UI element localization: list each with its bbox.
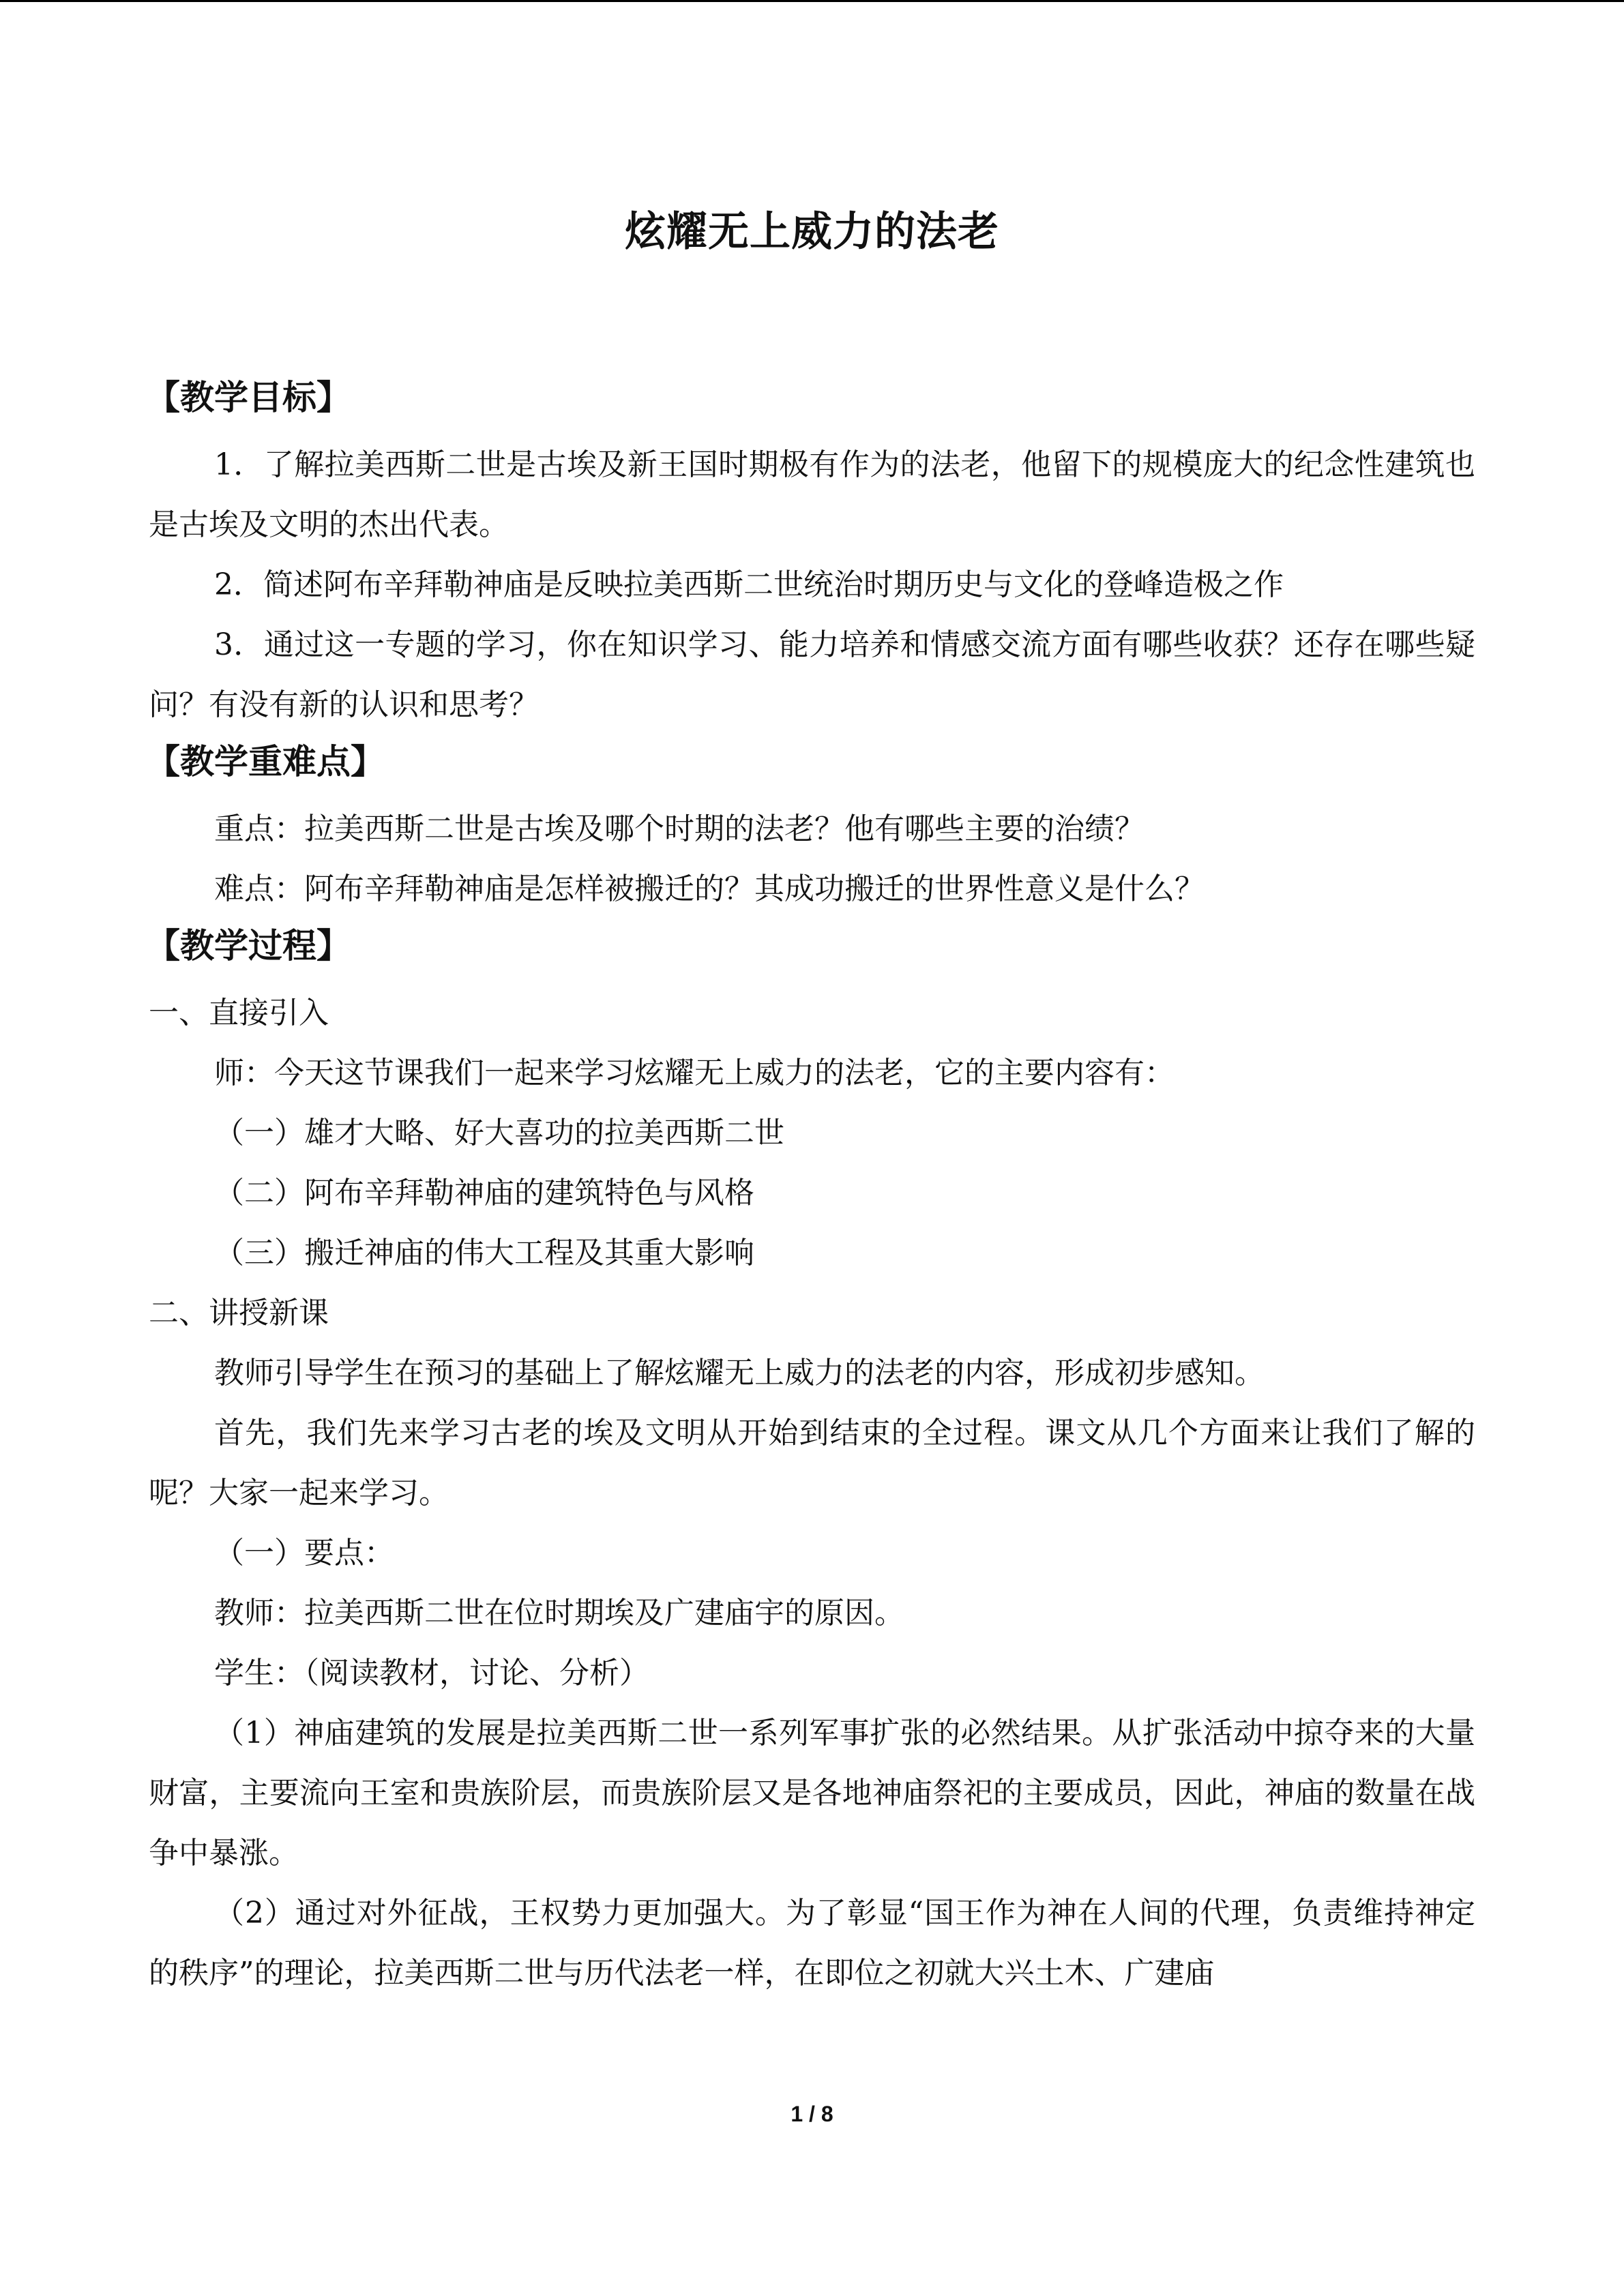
teacher-line: 教师：拉美西斯二世在位时期埃及广建庙宇的原因。: [214, 1596, 904, 1630]
reason-1: （1）神庙建筑的发展是拉美西斯二世一系列军事扩张的必然结果。从扩张活动中掠夺来的大量财富，主要流向王室和贵族阶层，而贵族阶层又是各地神庙祭祀的主要成员，因此，神庙的数量在战争中暴涨。: [149, 1716, 1475, 1870]
student-line: 学生：（阅读教材，讨论、分析）: [214, 1656, 649, 1690]
part-2-paragraph-1: 教师引导学生在预习的基础上了解炫耀无上威力的法老的内容，形成初步感知。: [214, 1356, 1265, 1390]
part-2-label: 二、讲授新课: [149, 1296, 329, 1330]
topic-item-1: （一）雄才大略、好大喜功的拉美西斯二世: [214, 1116, 784, 1150]
objective-1: 1．了解拉美西斯二世是古埃及新王国时期极有作为的法老，他留下的规模庞大的纪念性建筑也是古埃及文明的杰出代表。: [149, 447, 1475, 542]
part-2-paragraph-2: 首先，我们先来学习古老的埃及文明从开始到结束的全过程。课文从几个方面来让我们了解的呢？大家一起来学习。: [149, 1416, 1475, 1510]
page-number: 1 / 8: [791, 2102, 833, 2126]
title-spacer: [149, 259, 1475, 374]
topic-item-2: （二）阿布辛拜勒神庙的建筑特色与风格: [214, 1176, 754, 1210]
document-title: 炫耀无上威力的法老: [625, 208, 999, 256]
reason-2: （2）通过对外征战，王权势力更加强大。为了彰显“国王作为神在人间的代理，负责维持神定的秩序”的理论，拉美西斯二世与历代法老一样，在即位之初就大兴土木、广建庙: [149, 1896, 1475, 1991]
top-border-rule: [0, 0, 1624, 2]
part-1-intro: 师：今天这节课我们一起来学习炫耀无上威力的法老，它的主要内容有：: [214, 1056, 1175, 1090]
difficult-point: 难点：阿布辛拜勒神庙是怎样被搬迁的？其成功搬迁的世界性意义是什么？: [214, 871, 1205, 906]
point-label: （一）要点：: [214, 1536, 394, 1570]
section-heading-process: 【教学过程】: [146, 925, 351, 966]
document-page: [146, 205, 1475, 2003]
topic-item-3: （三）搬迁神庙的伟大工程及其重大影响: [214, 1236, 754, 1270]
objective-2: 2．简述阿布辛拜勒神庙是反映拉美西斯二世统治时期历史与文化的登峰造极之作: [214, 567, 1284, 602]
section-heading-key-points: 【教学重难点】: [146, 741, 385, 781]
section-heading-objectives: 【教学目标】: [146, 377, 351, 417]
key-point: 重点：拉美西斯二世是古埃及哪个时期的法老？他有哪些主要的治绩？: [214, 811, 1145, 846]
objective-3: 3．通过这一专题的学习，你在知识学习、能力培养和情感交流方面有哪些收获？还存在哪些疑问？有没有新的认识和思考？: [149, 627, 1475, 722]
part-1-label: 一、直接引入: [149, 996, 329, 1030]
